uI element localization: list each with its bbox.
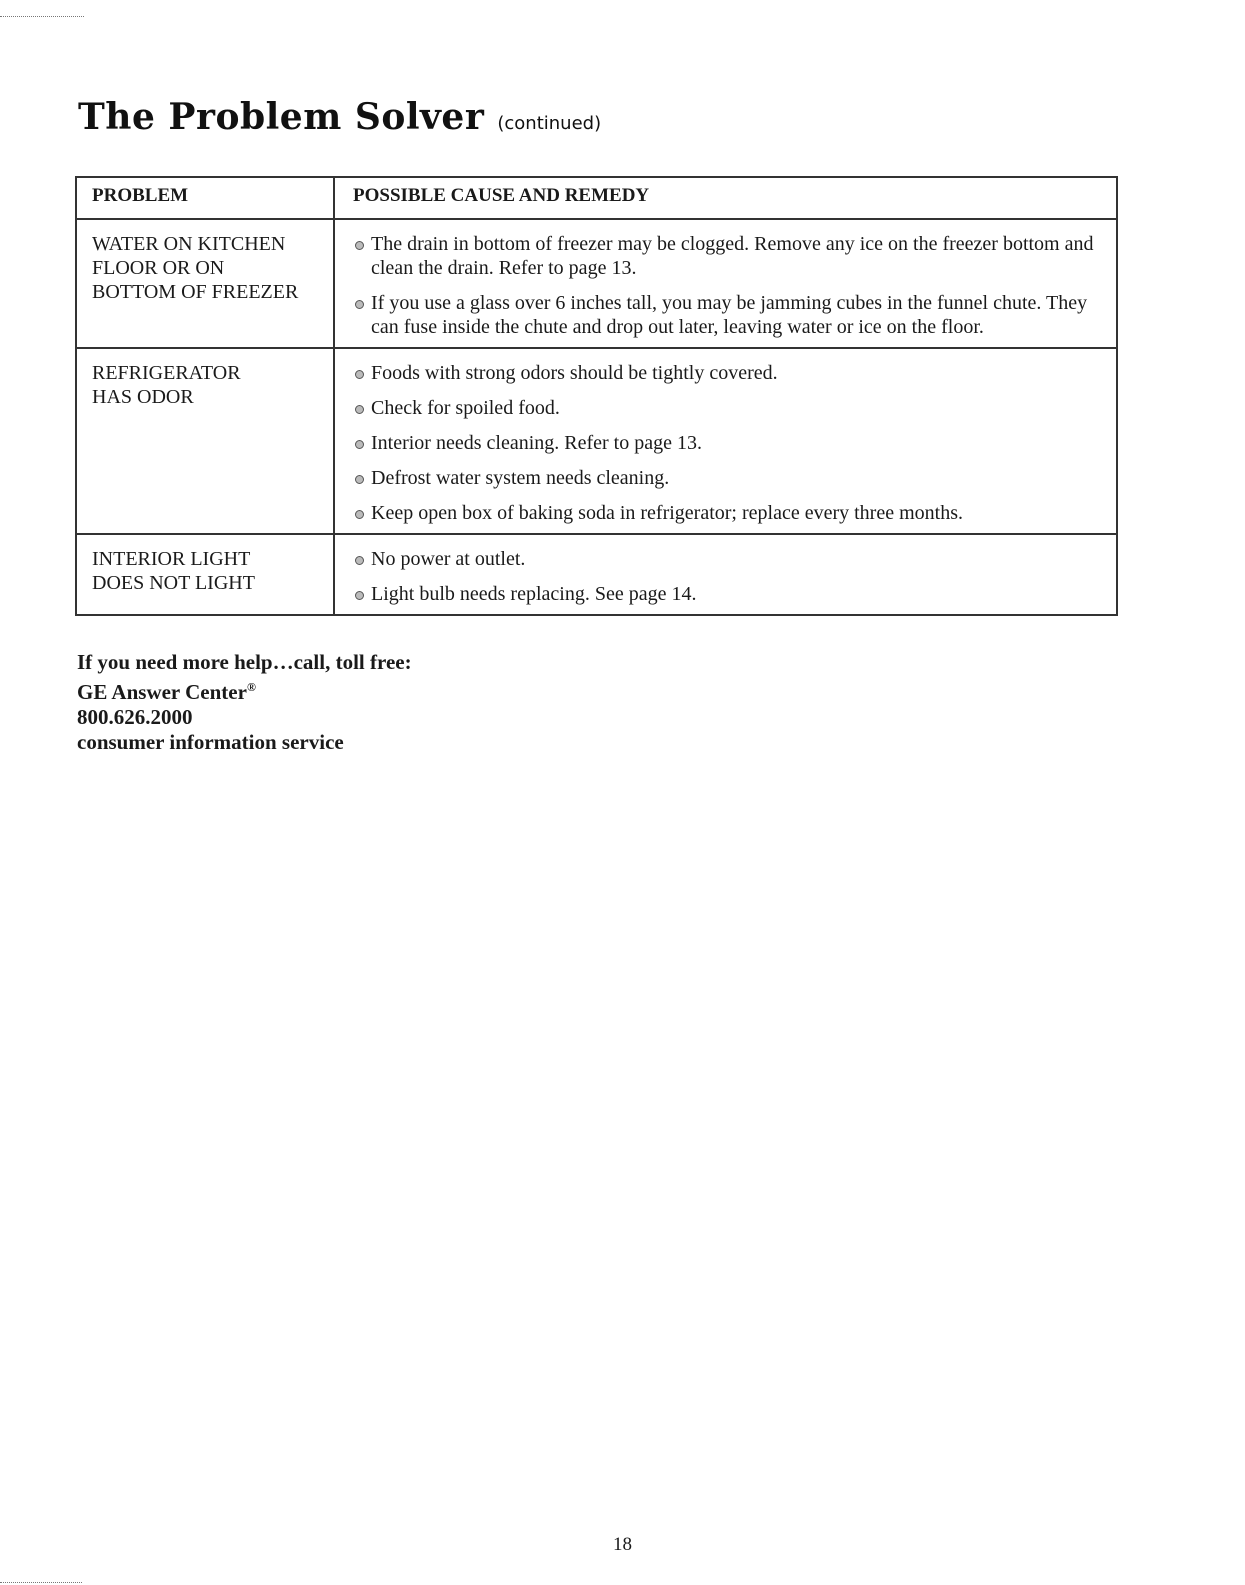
remedy-item: [353, 361, 1106, 385]
bullet-icon: [355, 510, 364, 519]
remedy-item: [353, 396, 1106, 420]
help-line-call: If you need more help…call, toll free:: [77, 650, 412, 674]
remedy-text: Defrost water system needs cleaning.: [371, 467, 670, 489]
remedy-cell: [334, 348, 1117, 534]
registered-mark: ®: [246, 680, 256, 694]
bullet-icon: [355, 300, 364, 309]
bullet-icon: [355, 405, 364, 414]
remedy-cell: [334, 219, 1117, 348]
remedy-item: [353, 547, 1106, 571]
help-line-answer-center: [77, 675, 412, 705]
header-problem: PROBLEM: [76, 177, 334, 219]
answer-center-label: GE Answer Center: [77, 680, 247, 704]
table-body: [76, 219, 1117, 615]
bullet-icon: [355, 241, 364, 250]
table-row: [76, 534, 1117, 615]
remedy-item: [353, 501, 1106, 525]
remedy-item: [353, 232, 1106, 280]
page-title-sub: (continued): [497, 113, 602, 134]
problem-cell: [76, 534, 334, 615]
page-title: [78, 96, 601, 138]
table-header-row: [76, 177, 1117, 219]
remedy-text: If you use a glass over 6 inches tall, you may be jamming cubes in the funnel chute. They can fuse inside the chute and drop out later, leaving water or ice on the floor.: [371, 292, 1088, 338]
remedy-text: Foods with strong odors should be tightly covered.: [371, 362, 778, 384]
scan-mark-bottom: [0, 1582, 82, 1584]
remedy-cell: [334, 534, 1117, 615]
page-number: 18: [613, 1534, 632, 1555]
remedy-item: [353, 291, 1106, 339]
bullet-icon: [355, 475, 364, 484]
problem-label-line: BOTTOM OF FREEZER: [92, 281, 299, 303]
remedy-text: No power at outlet.: [371, 548, 526, 570]
table-row: [76, 219, 1117, 348]
remedy-item: [353, 431, 1106, 455]
problem-label-line: REFRIGERATOR: [92, 362, 241, 384]
remedy-text: Keep open box of baking soda in refrigerator; replace every three months.: [371, 502, 963, 524]
problem-label-line: FLOOR OR ON: [92, 257, 225, 279]
remedy-text: The drain in bottom of freezer may be clogged. Remove any ice on the freezer bottom and clean the drain. Refer to page 13.: [371, 233, 1094, 279]
bullet-icon: [355, 591, 364, 600]
remedy-text: Interior needs cleaning. Refer to page 13.: [371, 432, 702, 454]
problem-cell: [76, 219, 334, 348]
problem-label-line: HAS ODOR: [92, 386, 194, 408]
problem-label-line: INTERIOR LIGHT: [92, 548, 251, 570]
remedy-item: [353, 582, 1106, 606]
problem-label-line: WATER ON KITCHEN: [92, 233, 286, 255]
help-section: [77, 650, 412, 755]
header-remedy: POSSIBLE CAUSE AND REMEDY: [334, 177, 1117, 219]
remedy-text: Light bulb needs replacing. See page 14.: [371, 583, 697, 605]
scan-mark-top: [0, 16, 84, 18]
help-line-service: consumer information service: [77, 730, 344, 754]
page-title-main: The Problem Solver: [78, 96, 485, 138]
problem-cell: [76, 348, 334, 534]
bullet-icon: [355, 556, 364, 565]
bullet-icon: [355, 440, 364, 449]
problem-label-line: DOES NOT LIGHT: [92, 572, 255, 594]
remedy-text: Check for spoiled food.: [371, 397, 560, 419]
table-row: [76, 348, 1117, 534]
remedy-item: [353, 466, 1106, 490]
bullet-icon: [355, 370, 364, 379]
problem-solver-table: [75, 176, 1118, 616]
help-phone-number: 800.626.2000: [77, 705, 193, 729]
